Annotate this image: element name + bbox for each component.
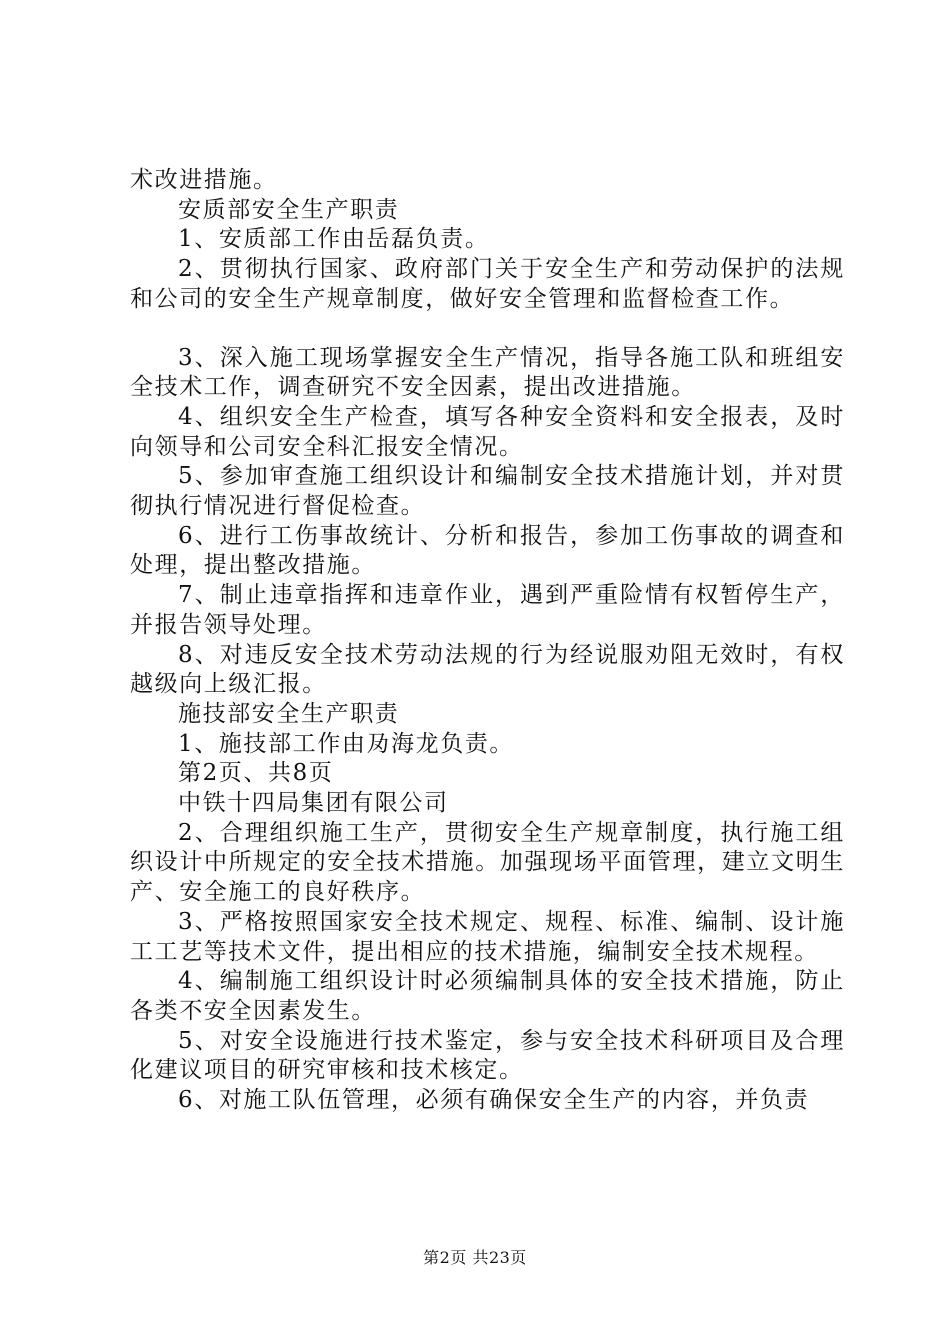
blank-line xyxy=(130,315,845,344)
paragraph: 1、安质部工作由岳磊负责。 xyxy=(178,226,490,253)
paragraph: 3、严格按照国家安全技术规定、规程、标准、编制、设计施工工艺等技术文件，提出相应的技术措施，编制安全技术规程。 xyxy=(130,908,845,965)
paragraph: 8、对违反安全技术劳动法规的行为经说服劝阻无效时，有权越级向上级汇报。 xyxy=(130,641,845,698)
paragraph: 4、组织安全生产检查，填写各种安全资料和安全报表，及时向领导和公司安全科汇报安全情况。 xyxy=(130,403,845,460)
paragraph: 6、对施工队伍管理，必须有确保安全生产的内容，并负责 xyxy=(178,1087,810,1114)
document-body xyxy=(130,166,845,1116)
paragraph: 1、施技部工作由夃海龙负责。 xyxy=(178,730,515,757)
paragraph: 7、制止违章指挥和违章作业，遇到严重险情有权暂停生产，并报告领导处理。 xyxy=(130,582,845,638)
company-name: 中铁十四局集团有限公司 xyxy=(178,790,449,817)
paragraph: 2、贯彻执行国家、政府部门关于安全生产和劳动保护的法规和公司的安全生产规章制度，做好安全管理和监督检查工作。 xyxy=(130,256,845,312)
paragraph: 4、编制施工组织设计时必须编制具体的安全技术措施，防止各类不安全因素发生。 xyxy=(130,968,845,1024)
page-footer: 第2页 共23页 xyxy=(423,1248,527,1267)
paragraph: 5、对安全设施进行技术鉴定，参与安全技术科研项目及合理化建议项目的研究审核和技术核定。 xyxy=(130,1027,845,1084)
section-heading: 施技部安全生产职责 xyxy=(178,700,400,727)
section-heading: 安质部安全生产职责 xyxy=(178,196,400,223)
inline-page-marker: 第2页、共8页 xyxy=(178,760,334,787)
paragraph: 6、进行工伤事故统计、分析和报告，参加工伤事故的调查和处理，提出整改措施。 xyxy=(130,522,845,579)
paragraph: 2、合理组织施工生产，贯彻安全生产规章制度，执行施工组织设计中所规定的安全技术措施。加强现场平面管理，建立文明生产、安全施工的良好秩序。 xyxy=(130,819,845,906)
paragraph: 3、深入施工现场掌握安全生产情况，指导各施工队和班组安全技术工作，调查研究不安全因素，提出改进措施。 xyxy=(130,344,845,401)
paragraph: 术改进措施。 xyxy=(130,167,278,193)
paragraph: 5、参加审查施工组织设计和编制安全技术措施计划，并对贯彻执行情况进行督促检查。 xyxy=(130,463,845,520)
